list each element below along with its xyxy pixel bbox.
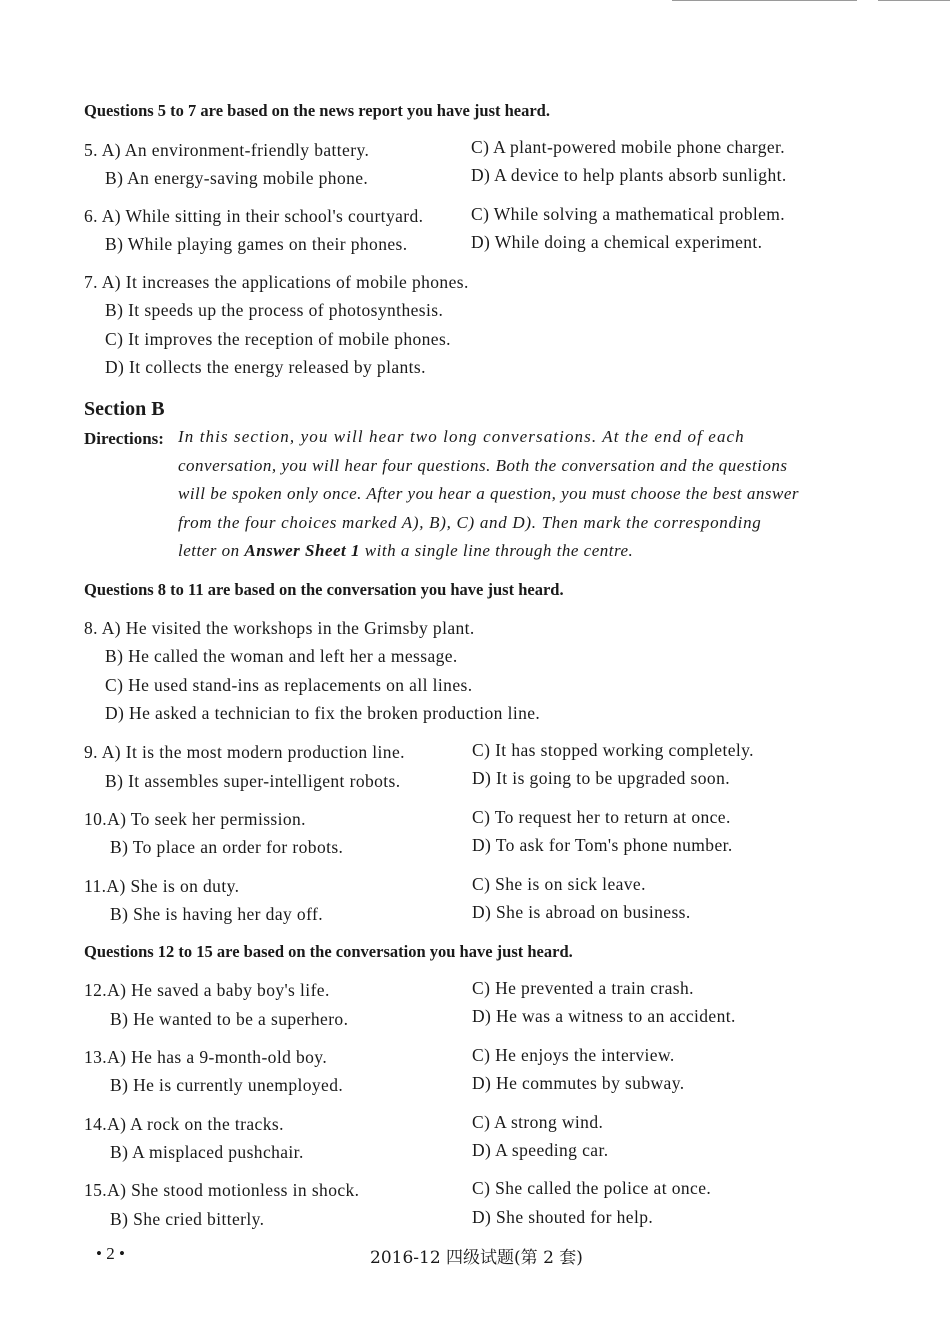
q13-option-a: 13.A) He has a 9-month-old boy. bbox=[84, 1047, 328, 1067]
q10-option-a: 10.A) To seek her permission. bbox=[84, 809, 306, 829]
q5-option-a: 5. A) An environment-friendly battery. bbox=[84, 140, 370, 160]
q9-option-b: B) It assembles super-intelligent robots. bbox=[105, 771, 401, 791]
q12-option-a: 12.A) He saved a baby boy's life. bbox=[84, 980, 330, 1000]
top-rule-left bbox=[672, 0, 857, 1]
q10-option-b: B) To place an order for robots. bbox=[110, 837, 344, 857]
directions-line-5-pre: letter on bbox=[178, 541, 245, 560]
q9-option-a: 9. A) It is the most modern production line. bbox=[84, 742, 405, 762]
q14-option-b: B) A misplaced pushchair. bbox=[110, 1142, 304, 1162]
page-number: • 2 • bbox=[96, 1244, 125, 1263]
group2-heading: Questions 8 to 11 are based on the conversation you have just heard. bbox=[84, 580, 564, 599]
q5-option-b: B) An energy-saving mobile phone. bbox=[105, 168, 369, 188]
q14-option-d: D) A speeding car. bbox=[472, 1140, 609, 1160]
q5-option-c: C) A plant-powered mobile phone charger. bbox=[471, 137, 786, 157]
q12-option-d: D) He was a witness to an accident. bbox=[472, 1006, 736, 1026]
q15-option-a: 15.A) She stood motionless in shock. bbox=[84, 1180, 360, 1200]
top-rule-right bbox=[878, 0, 950, 1]
q5-option-d: D) A device to help plants absorb sunlight. bbox=[471, 165, 787, 185]
q6-option-b: B) While playing games on their phones. bbox=[105, 234, 408, 254]
q10-option-c: C) To request her to return at once. bbox=[472, 807, 731, 827]
q15-option-b: B) She cried bitterly. bbox=[110, 1209, 265, 1229]
q11-option-a: 11.A) She is on duty. bbox=[84, 876, 240, 896]
q7-option-a: 7. A) It increases the applications of mobile phones. bbox=[84, 272, 469, 292]
q6-option-d: D) While doing a chemical experiment. bbox=[471, 232, 763, 252]
directions-line-4: from the four choices marked A), B), C) and D). Then mark the corresponding bbox=[178, 513, 762, 532]
q13-option-b: B) He is currently unemployed. bbox=[110, 1075, 344, 1095]
q14-option-c: C) A strong wind. bbox=[472, 1112, 604, 1132]
q10-option-d: D) To ask for Tom's phone number. bbox=[472, 835, 733, 855]
q15-option-c: C) She called the police at once. bbox=[472, 1178, 712, 1198]
q13-option-c: C) He enjoys the interview. bbox=[472, 1045, 675, 1065]
q8-option-b: B) He called the woman and left her a message. bbox=[105, 646, 458, 666]
q6-option-c: C) While solving a mathematical problem. bbox=[471, 204, 786, 224]
q8-option-d: D) He asked a technician to fix the broken production line. bbox=[105, 703, 541, 723]
q8-option-a: 8. A) He visited the workshops in the Grimsby plant. bbox=[84, 618, 475, 638]
q7-option-b: B) It speeds up the process of photosynthesis. bbox=[105, 300, 444, 320]
directions-label: Directions: bbox=[84, 429, 164, 448]
group3-heading: Questions 12 to 15 are based on the conversation you have just heard. bbox=[84, 942, 573, 961]
q8-option-c: C) He used stand-ins as replacements on all lines. bbox=[105, 675, 473, 695]
q9-option-d: D) It is going to be upgraded soon. bbox=[472, 768, 730, 788]
footer-title: 2016-12 四级试题(第 2 套) bbox=[370, 1248, 583, 1268]
directions-line-5-post: with a single line through the centre. bbox=[360, 541, 634, 560]
q11-option-c: C) She is on sick leave. bbox=[472, 874, 646, 894]
q13-option-d: D) He commutes by subway. bbox=[472, 1073, 685, 1093]
directions-line-2: conversation, you will hear four questions. Both the conversation and the questions bbox=[178, 456, 788, 475]
q12-option-b: B) He wanted to be a superhero. bbox=[110, 1009, 349, 1029]
section-b-title: Section B bbox=[84, 398, 165, 420]
q7-option-c: C) It improves the reception of mobile phones. bbox=[105, 329, 451, 349]
q11-option-b: B) She is having her day off. bbox=[110, 904, 323, 924]
answer-sheet-reference: Answer Sheet 1 bbox=[244, 541, 361, 560]
q15-option-d: D) She shouted for help. bbox=[472, 1207, 654, 1227]
q12-option-c: C) He prevented a train crash. bbox=[472, 978, 694, 998]
group1-heading: Questions 5 to 7 are based on the news report you have just heard. bbox=[84, 101, 550, 120]
directions-line-1: In this section, you will hear two long conversations. At the end of each bbox=[178, 427, 745, 446]
directions-line-5 bbox=[178, 541, 633, 561]
q7-option-d: D) It collects the energy released by plants. bbox=[105, 357, 426, 377]
q14-option-a: 14.A) A rock on the tracks. bbox=[84, 1114, 284, 1134]
directions-line-3: will be spoken only once. After you hear a question, you must choose the best answer bbox=[178, 484, 800, 503]
q11-option-d: D) She is abroad on business. bbox=[472, 902, 691, 922]
q6-option-a: 6. A) While sitting in their school's courtyard. bbox=[84, 206, 424, 226]
q9-option-c: C) It has stopped working completely. bbox=[472, 740, 754, 760]
